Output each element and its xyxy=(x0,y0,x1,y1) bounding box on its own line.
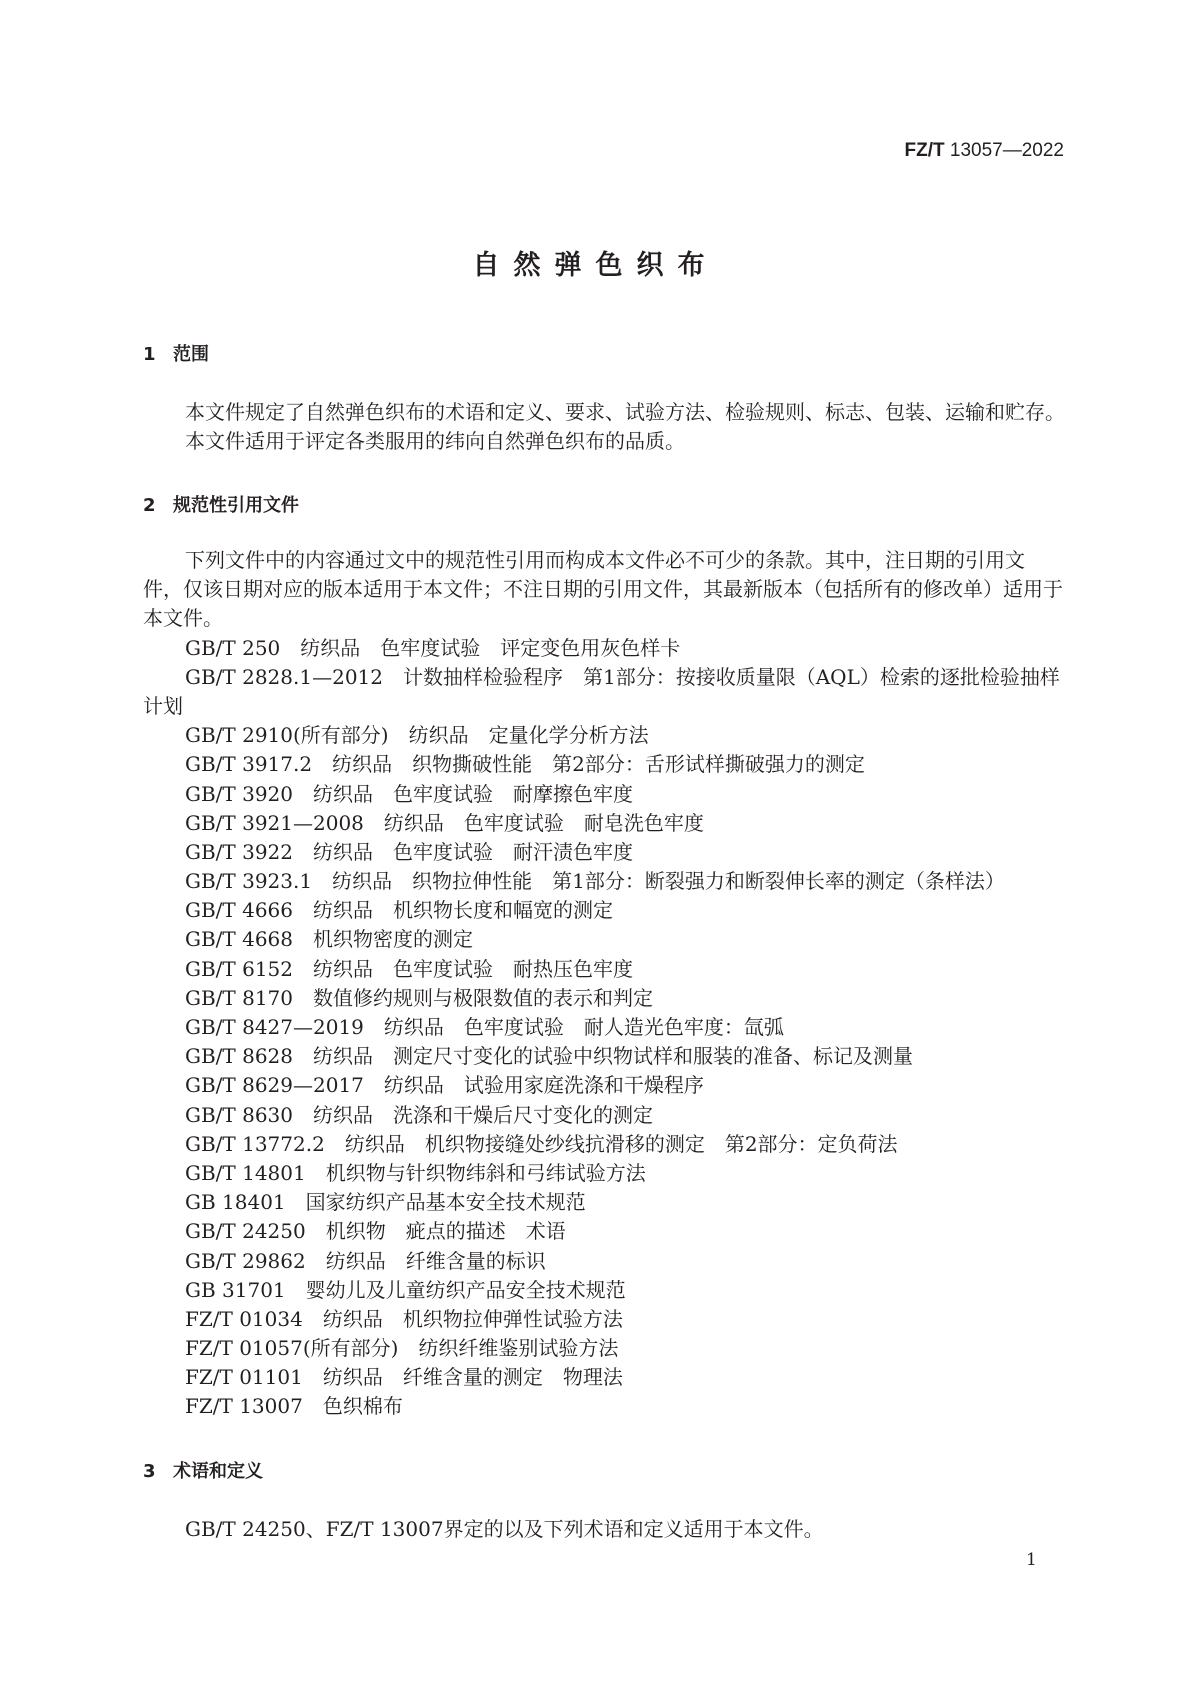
reference-item xyxy=(143,634,1073,663)
reference-code: GB/T 2828.1—2012 xyxy=(185,664,383,689)
document-number xyxy=(905,140,1065,162)
paragraph-line: 下列文件中的内容通过文中的规范性引用而构成本文件必不可少的条款。其中，注日期的引用文 xyxy=(185,548,1025,572)
reference-item xyxy=(143,1130,1073,1159)
reference-code: GB/T 29862 xyxy=(185,1248,306,1273)
reference-code: GB/T 24250 xyxy=(185,1219,306,1244)
section-terms-body xyxy=(143,1515,1073,1544)
document-title: 自然弹色织布 xyxy=(472,250,719,281)
reference-code: GB 31701 xyxy=(185,1277,286,1302)
reference-code: GB/T 2910(所有部分) xyxy=(185,723,389,748)
section-number: 2 xyxy=(143,495,156,516)
reference-title: 色织棉布 xyxy=(322,1394,403,1419)
section-heading-terms xyxy=(143,1457,263,1483)
reference-item xyxy=(143,1363,1073,1392)
reference-code: GB/T 8630 xyxy=(185,1102,294,1127)
page-number: 1 xyxy=(1026,1550,1037,1570)
reference-title: 纺织品 色牢度试验 耐人造光色牢度：氙弧 xyxy=(383,1015,784,1039)
doc-number-value: 13057—2022 xyxy=(949,140,1064,161)
reference-code: FZ/T 13007 xyxy=(185,1394,303,1419)
reference-title: 纺织品 色牢度试验 耐热压色牢度 xyxy=(313,956,634,981)
reference-code: GB/T 14801 xyxy=(185,1160,306,1185)
reference-item xyxy=(143,1305,1073,1334)
reference-code: GB/T 8628 xyxy=(185,1044,294,1069)
section-heading-normative-references xyxy=(143,491,299,517)
reference-code: GB/T 3921—2008 xyxy=(185,810,364,835)
paragraph-line: 本文件适用于评定各类服用的纬向自然弹色织布的品质。 xyxy=(185,429,685,454)
section-number: 1 xyxy=(143,344,156,365)
reference-title: 纺织品 机织物接缝处纱线抗滑移的测定 第2部分：定负荷法 xyxy=(344,1131,898,1156)
reference-item xyxy=(143,1334,1073,1363)
reference-item xyxy=(143,1101,1073,1130)
reference-item xyxy=(143,925,1073,954)
reference-title: 纺织品 色牢度试验 耐汗渍色牢度 xyxy=(313,839,634,864)
section-number: 3 xyxy=(143,1461,156,1482)
reference-item xyxy=(143,955,1073,984)
reference-item xyxy=(143,984,1073,1013)
reference-item xyxy=(143,1276,1073,1305)
reference-title: 纺织品 试验用家庭洗涤和干燥程序 xyxy=(383,1073,704,1098)
reference-title: 婴幼儿及儿童纺织产品安全技术规范 xyxy=(305,1277,626,1302)
paragraph-line: 件，仅该日期对应的版本适用于本文件；不注日期的引用文件，其最新版本（包括所有的修改单）适用于 xyxy=(143,577,1063,602)
reference-item xyxy=(143,809,1073,838)
reference-code: GB/T 4666 xyxy=(185,898,294,923)
paragraph-line: GB/T 24250、FZ/T 13007界定的以及下列术语和定义适用于本文件。 xyxy=(185,1517,824,1541)
reference-code: GB/T 3923.1 xyxy=(185,869,313,894)
reference-title: 纺织品 色牢度试验 耐皂洗色牢度 xyxy=(383,810,704,835)
reference-code: GB/T 6152 xyxy=(185,956,294,981)
reference-title: 数值修约规则与极限数值的表示和判定 xyxy=(313,985,654,1010)
reference-item xyxy=(143,1247,1073,1276)
reference-item xyxy=(143,867,1073,896)
reference-code: GB/T 3922 xyxy=(185,839,294,864)
reference-code: GB/T 8427—2019 xyxy=(185,1015,364,1039)
reference-title: 机织物与针织物纬斜和弓纬试验方法 xyxy=(325,1160,646,1185)
paragraph-line: 本文件。 xyxy=(143,606,223,631)
reference-title: 纺织品 定量化学分析方法 xyxy=(408,723,649,748)
reference-code: GB/T 3917.2 xyxy=(185,752,313,777)
reference-code: FZ/T 01101 xyxy=(185,1365,303,1390)
reference-item xyxy=(143,663,1073,692)
reference-title: 计数抽样检验程序 第1部分：按接收质量限（AQL）检索的逐批检验抽样 xyxy=(403,664,1060,689)
reference-item xyxy=(143,896,1073,925)
reference-item xyxy=(143,1392,1073,1421)
reference-item xyxy=(143,1042,1073,1071)
section-references-body xyxy=(143,546,1073,1422)
reference-title: 纺织品 机织物拉伸弹性试验方法 xyxy=(322,1306,623,1331)
section-scope-body xyxy=(143,398,1073,456)
reference-item xyxy=(143,750,1073,779)
reference-title: 纺织品 纤维含量的标识 xyxy=(325,1248,546,1273)
reference-item xyxy=(143,1071,1073,1100)
reference-code: GB/T 3920 xyxy=(185,781,294,806)
reference-code: GB/T 4668 xyxy=(185,927,294,952)
reference-item xyxy=(143,1188,1073,1217)
reference-item xyxy=(143,1159,1073,1188)
reference-item xyxy=(143,780,1073,809)
section-title: 规范性引用文件 xyxy=(173,495,299,516)
reference-code: GB/T 250 xyxy=(185,635,281,660)
reference-item xyxy=(143,1013,1073,1042)
section-title: 范围 xyxy=(173,344,209,365)
reference-code: FZ/T 01057(所有部分) xyxy=(185,1336,399,1361)
reference-title: 纺织品 测定尺寸变化的试验中织物试样和服装的准备、标记及测量 xyxy=(313,1044,914,1069)
reference-title: 纺织品 织物拉伸性能 第1部分：断裂强力和断裂伸长率的测定（条样法） xyxy=(332,869,1005,894)
reference-title: 机织物 疵点的描述 术语 xyxy=(325,1219,566,1244)
reference-title: 纺织品 纤维含量的测定 物理法 xyxy=(322,1365,623,1390)
section-heading-scope xyxy=(143,340,209,366)
reference-title: 纺织品 洗涤和干燥后尺寸变化的测定 xyxy=(313,1102,654,1127)
reference-title-continuation: 计划 xyxy=(143,693,183,718)
reference-title: 纺织纤维鉴别试验方法 xyxy=(418,1336,619,1361)
section-title: 术语和定义 xyxy=(173,1461,263,1482)
reference-code: FZ/T 01034 xyxy=(185,1306,303,1331)
doc-prefix: FZ/T xyxy=(904,140,945,161)
reference-title: 纺织品 色牢度试验 评定变色用灰色样卡 xyxy=(300,635,681,660)
reference-code: GB/T 8629—2017 xyxy=(185,1073,364,1098)
reference-code: GB 18401 xyxy=(185,1190,286,1215)
reference-title: 纺织品 色牢度试验 耐摩擦色牢度 xyxy=(313,781,634,806)
reference-title: 纺织品 织物撕破性能 第2部分：舌形试样撕破强力的测定 xyxy=(332,752,865,777)
reference-item xyxy=(143,721,1073,750)
paragraph-line: 本文件规定了自然弹色织布的术语和定义、要求、试验方法、检验规则、标志、包装、运输和贮存。 xyxy=(185,400,1065,424)
reference-title: 国家纺织产品基本安全技术规范 xyxy=(305,1190,586,1215)
reference-code: GB/T 13772.2 xyxy=(185,1131,325,1156)
reference-title: 纺织品 机织物长度和幅宽的测定 xyxy=(313,898,614,923)
reference-title: 机织物密度的测定 xyxy=(313,927,474,952)
reference-item xyxy=(143,838,1073,867)
reference-code: GB/T 8170 xyxy=(185,985,294,1010)
reference-item xyxy=(143,1217,1073,1246)
